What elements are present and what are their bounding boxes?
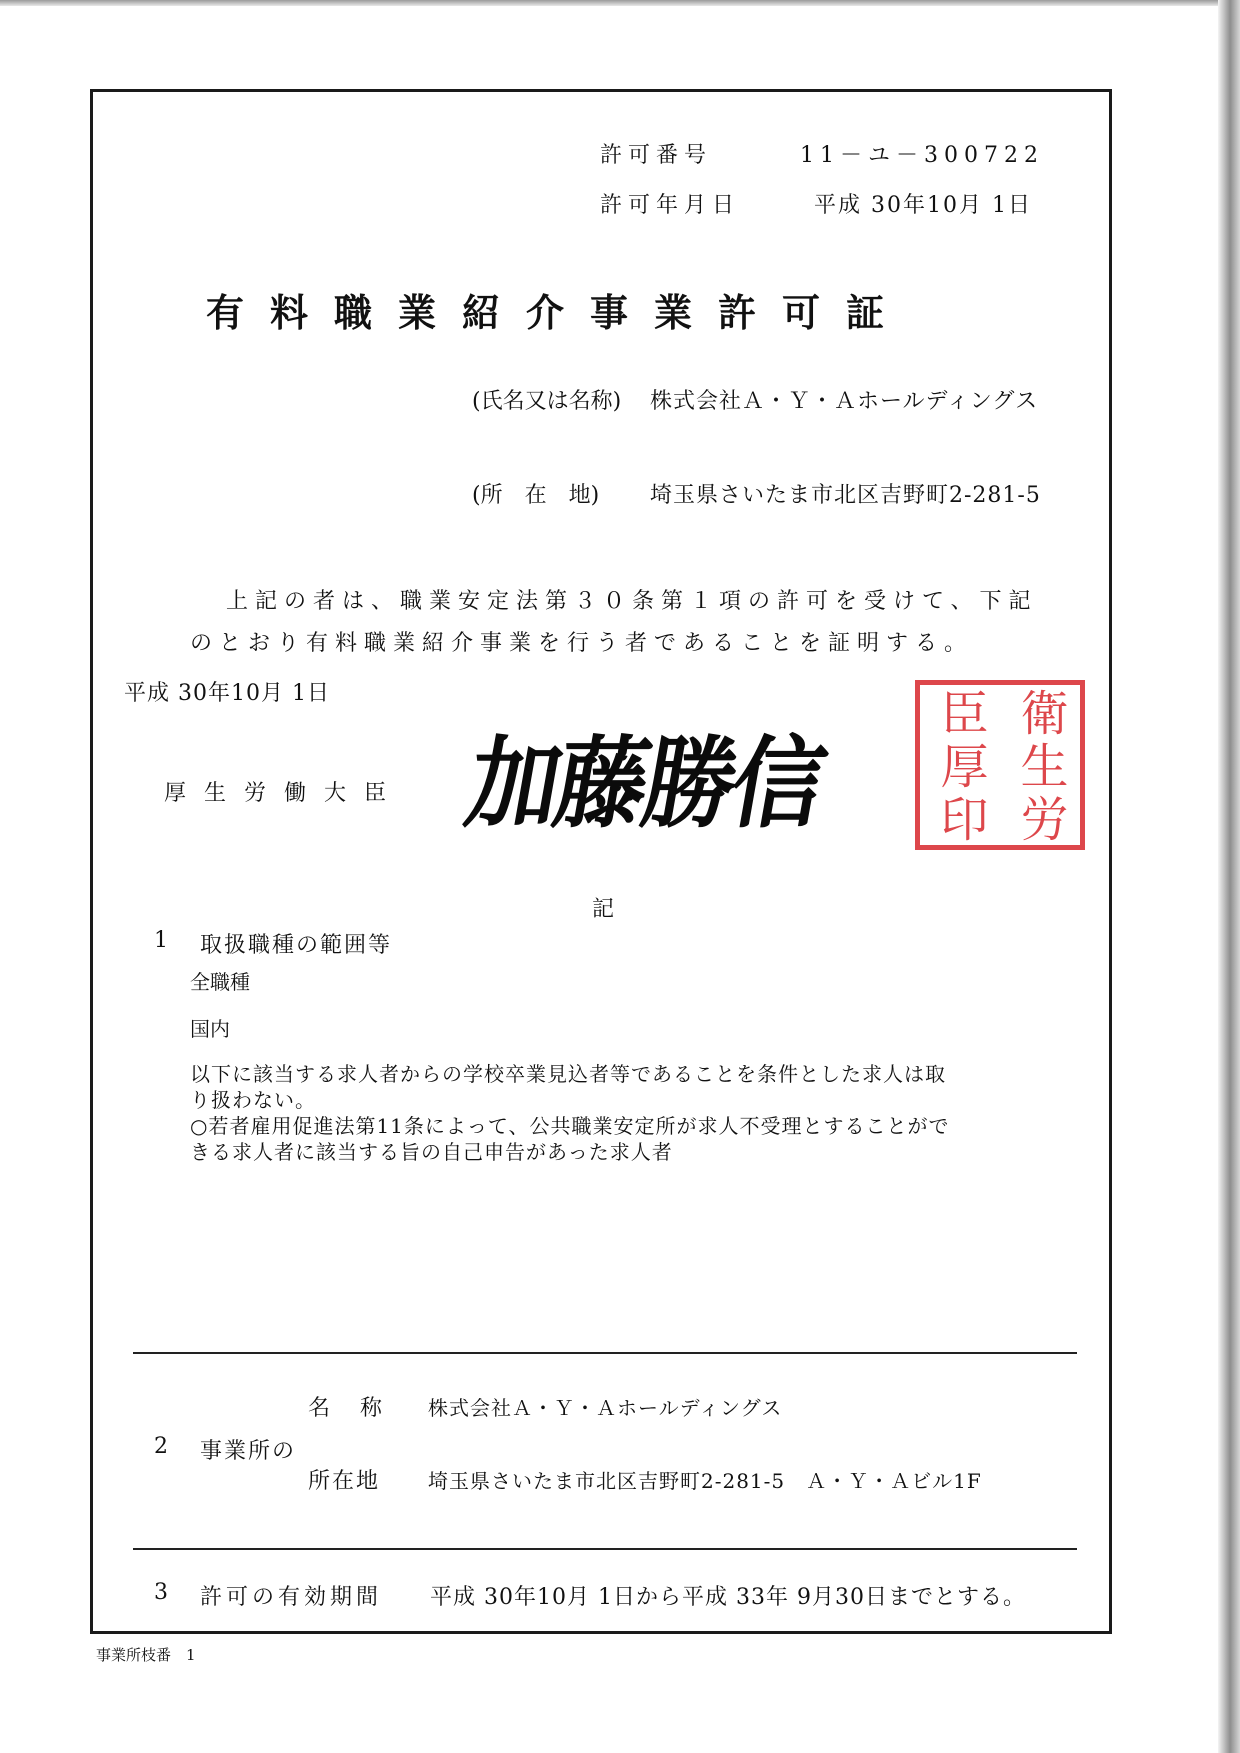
- section3-period: 平成 30年10月 1日から平成 33年 9月30日までとする。: [430, 1585, 1026, 1610]
- statement-line-1: 上記の者は、職業安定法第３０条第１項の許可を受けて、下記: [226, 589, 1038, 614]
- minister-seal: [915, 680, 1085, 850]
- footer-branch-number: 事業所枝番 1: [96, 1646, 196, 1664]
- seal-char-5: 厚: [932, 740, 988, 789]
- ki-label: 記: [592, 897, 615, 922]
- scan-edge-top: [0, 0, 1240, 6]
- section2-address-label: 所在地: [308, 1469, 381, 1494]
- section2-name: 株式会社Ａ・Ｙ・Ａホールディングス: [428, 1396, 783, 1420]
- permit-date: 平成 30年10月 1日: [814, 193, 1032, 218]
- issue-date: 平成 30年10月 1日: [124, 681, 330, 706]
- section2-address: 埼玉県さいたま市北区吉野町2-281-5 Ａ・Ｙ・Ａビル1F: [428, 1469, 982, 1493]
- section1-heading: 取扱職種の範囲等: [200, 933, 393, 958]
- section3-heading: 許可の有効期間: [200, 1585, 383, 1610]
- section1-item-domestic: 国内: [190, 1017, 230, 1041]
- minister-signature: 加藤勝信: [458, 725, 831, 842]
- section2-number: 2: [154, 1434, 168, 1459]
- seal-char-2: 生: [1012, 740, 1068, 789]
- permit-date-label: 許可年月日: [600, 193, 741, 218]
- divider-2: [133, 1548, 1077, 1550]
- seal-char-1: 衛: [1012, 687, 1068, 736]
- document-title: 有料職業紹介事業許可証: [206, 290, 911, 335]
- section1-condition-line-4: きる求人者に該当する旨の自己申告があった求人者: [190, 1140, 673, 1164]
- scan-edge-right: [1218, 0, 1240, 1753]
- holder-name-label: (氏名又は名称): [472, 389, 622, 414]
- minister-title: 厚生労働大臣: [164, 781, 405, 806]
- seal-char-4: 臣: [932, 687, 988, 736]
- divider-1: [133, 1352, 1077, 1354]
- section1-condition-line-2: り扱わない。: [190, 1088, 316, 1112]
- section2-name-label: 名 称: [308, 1396, 387, 1421]
- section1-condition-line-1: 以下に該当する求人者からの学校卒業見込者等であることを条件とした求人は取: [190, 1062, 946, 1086]
- seal-char-6: 印: [932, 794, 988, 843]
- permit-number-label: 許可番号: [600, 143, 713, 168]
- section1-number: 1: [154, 928, 168, 953]
- section1-item-all-occupations: 全職種: [190, 970, 250, 994]
- holder-address: 埼玉県さいたま市北区吉野町2-281-5: [650, 483, 1041, 508]
- statement-line-2: のとおり有料職業紹介事業を行う者であることを証明する。: [190, 631, 974, 656]
- section1-condition-line-3: ○若者雇用促進法第11条によって、公共職業安定所が求人不受理とすることがで: [190, 1114, 950, 1138]
- holder-name: 株式会社Ａ・Ｙ・Ａホールディングス: [650, 389, 1039, 414]
- section3-number: 3: [154, 1580, 168, 1605]
- holder-address-label: (所 在 地): [472, 483, 600, 508]
- section2-heading: 事業所の: [200, 1439, 297, 1464]
- permit-number: 11－ユ－300722: [800, 143, 1044, 168]
- seal-char-3: 労: [1012, 794, 1068, 843]
